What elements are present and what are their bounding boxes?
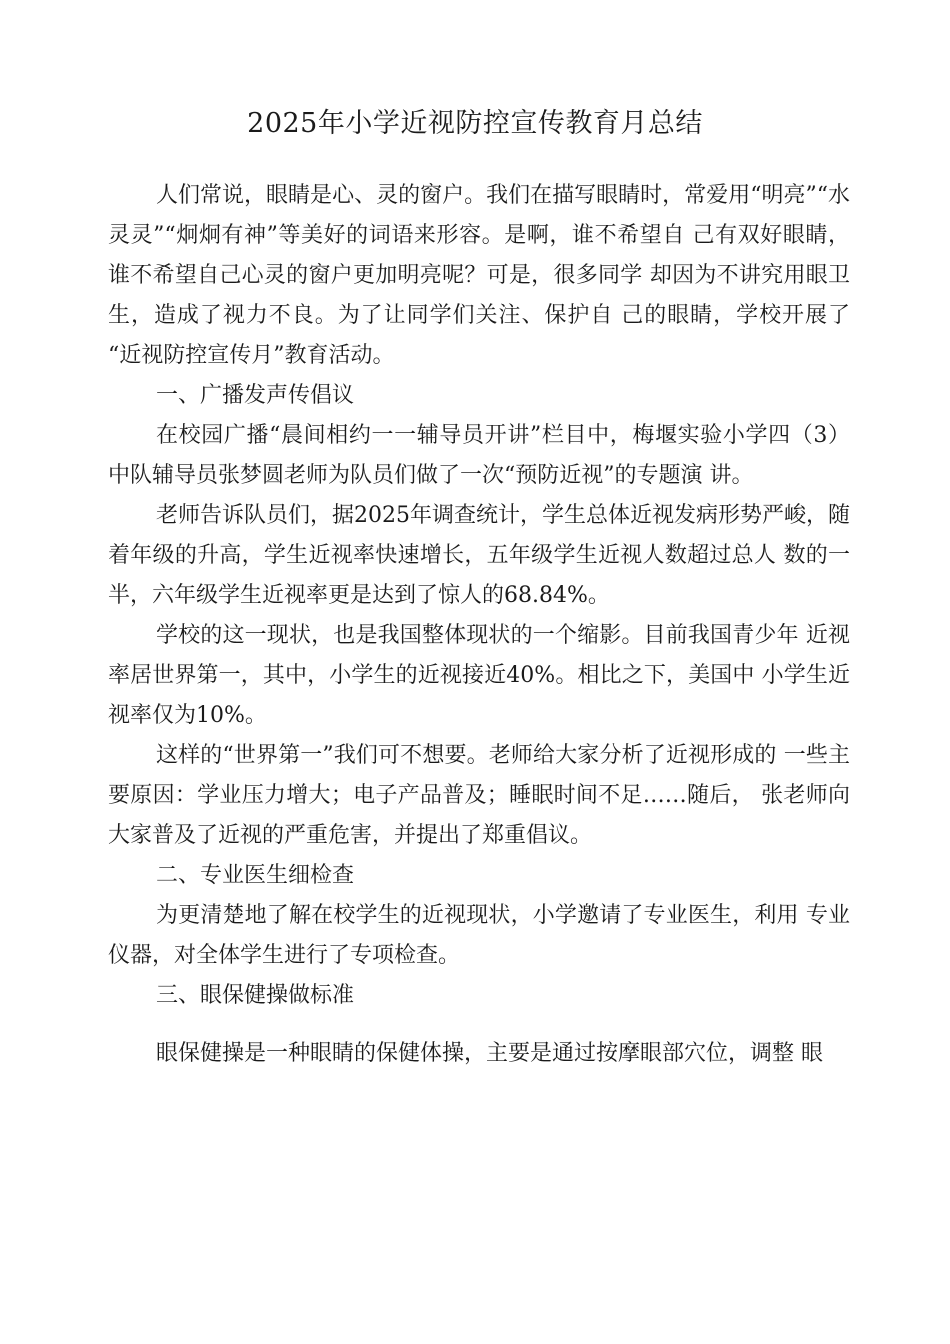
paragraph-medical-check: 为更清楚地了解在校学生的近视现状，小学邀请了专业医生，利用 专业仪器，对全体学生进行了专项检查。 — [108, 903, 850, 968]
paragraph-intro: 人们常说，眼睛是心、灵的窗户。我们在描写眼睛时，常爱用“明亮”“水灵灵”“炯炯有神”等美好的词语来形容。是啊，谁不希望自 己有双好眼睛，谁不希望自己心灵的窗户更加明亮呢？可是，很多同学 却因为不讲究用眼卫生，造成了视力不良。为了让同学们关注、保护自 己的眼睛，学校开展了 “近视防控宣传月”教育活动。 — [108, 183, 850, 368]
section-heading-eye-exercise: 三、眼保健操做标准 — [156, 983, 355, 1008]
paragraph-statistics: 老师告诉队员们，据2025年调查统计，学生总体近视发病形势严峻，随着年级的升高，学生近视率快速增长，五年级学生近视人数超过总人 数的一半，六年级学生近视率更是达到了惊人的68.84%。 — [108, 503, 850, 608]
section-heading-broadcast: 一、广播发声传倡议 — [156, 383, 355, 408]
paragraph-eye-exercise: 眼保健操是一种眼睛的保健体操，主要是通过按摩眼部穴位，调整 眼 — [156, 1041, 823, 1066]
document-title: 2025年小学近视防控宣传教育月总结 — [247, 108, 703, 139]
document-body — [108, 176, 850, 1074]
paragraph-broadcast: 在校园广播“晨间相约一一辅导员开讲”栏目中，梅堰实验小学四（3）中队辅导员张梦圆老师为队员们做了一次“预防近视”的专题演 讲。 — [108, 423, 850, 488]
paragraph-national-status: 学校的这一现状，也是我国整体现状的一个缩影。目前我国青少年 近视率居世界第一，其中，小学生的近视接近40%。相比之下，美国中 小学生近视率仅为10%。 — [108, 623, 850, 728]
paragraph-causes: 这样的“世界第一”我们可不想要。老师给大家分析了近视形成的 一些主要原因：学业压力增大；电子产品普及；睡眠时间不足……随后， 张老师向大家普及了近视的严重危害，并提出了郑重倡议。 — [108, 743, 850, 848]
section-heading-medical-check: 二、专业医生细检查 — [156, 863, 355, 888]
